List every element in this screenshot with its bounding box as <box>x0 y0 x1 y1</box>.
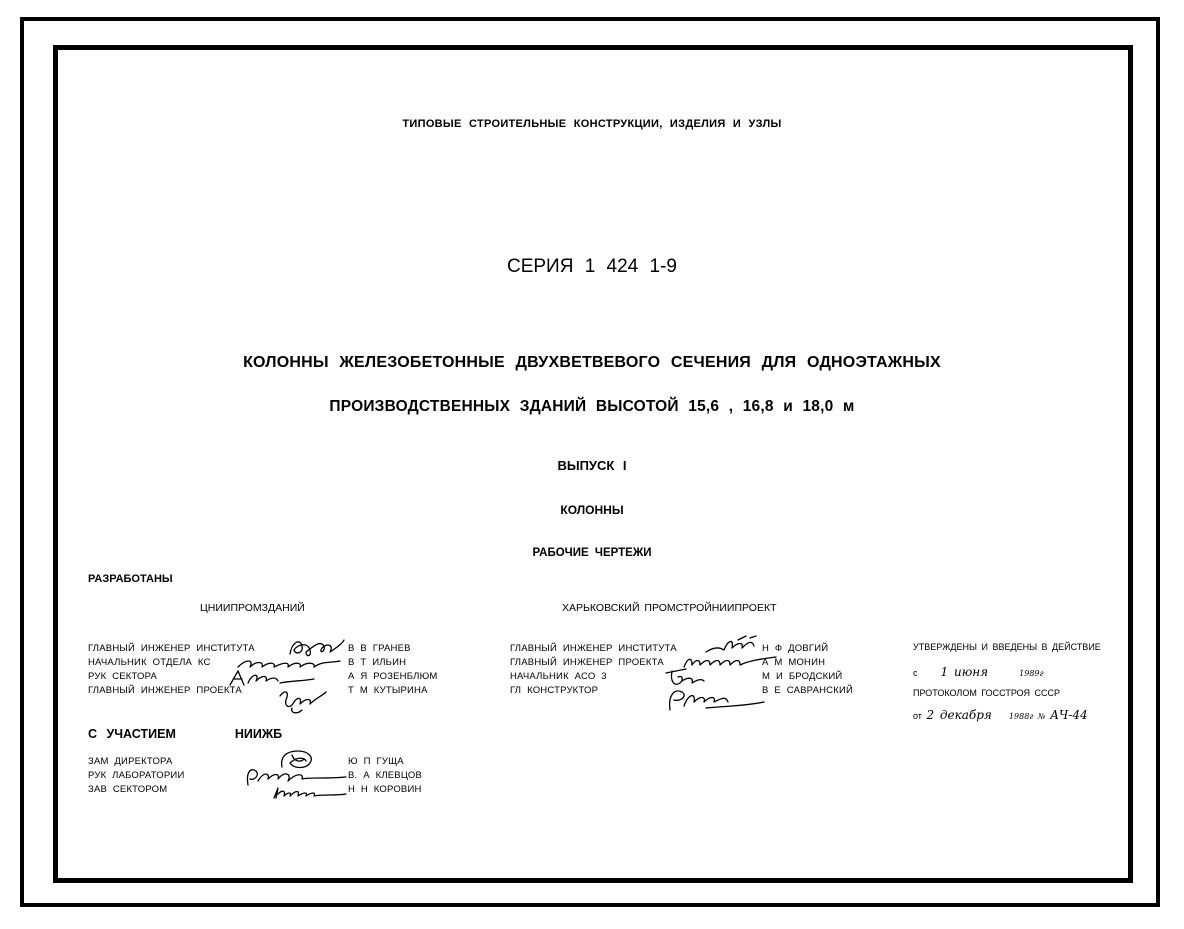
org1-person: В В ГРАНЕВ <box>348 643 411 654</box>
org2-person: Н Ф ДОВГИЙ <box>762 643 829 654</box>
participation-heading <box>88 727 282 741</box>
approval-protocol: ПРОТОКОЛОМ ГОССТРОЯ СССР <box>913 688 1060 698</box>
series-number: СЕРИЯ 1 424 1-9 <box>506 256 677 277</box>
approval-year-no: 1988г № <box>1008 712 1046 721</box>
approval-from-year: 1989г <box>1019 669 1044 678</box>
signature-rozenblyum <box>226 667 316 689</box>
participation-label: С УЧАСТИЕМ <box>88 727 176 741</box>
participation-org: НИИЖБ <box>234 727 283 741</box>
approval-number: АЧ-44 <box>1049 708 1088 722</box>
org2-role: ГЛАВНЫЙ ИНЖЕНЕР ПРОЕКТА <box>510 657 664 668</box>
title-line-1: КОЛОННЫ ЖЕЛЕЗОБЕТОННЫЕ ДВУХВЕТВЕВОГО СЕЧЕНИЯ ДЛЯ ОДНОЭТАЖНЫХ <box>243 354 941 371</box>
org2-roles <box>510 642 677 698</box>
participation-names <box>348 755 422 797</box>
signature-kutyrina <box>276 688 328 716</box>
collection-heading: ТИПОВЫЕ СТРОИТЕЛЬНЫЕ КОНСТРУКЦИИ, ИЗДЕЛИЯ И УЗЛЫ <box>402 118 782 130</box>
org2-role: ГЛАВНЫЙ ИНЖЕНЕР ИНСТИТУТА <box>510 643 677 654</box>
org1-role: РУК СЕКТОРА <box>88 671 158 682</box>
approval-from <box>913 665 1044 679</box>
approval-from-date: 1 июня <box>940 665 989 679</box>
org2-person: В Е САВРАНСКИЙ <box>762 685 854 696</box>
signature-savranskiy <box>666 684 766 716</box>
org2-name: ХАРЬКОВСКИЙ ПРОМСТРОЙНИИПРОЕКТ <box>562 602 777 614</box>
section-title: КОЛОННЫ <box>560 503 624 517</box>
org1-person: Т М КУТЫРИНА <box>348 685 428 696</box>
participation-person: В. А КЛЕВЦОВ <box>348 770 422 781</box>
participation-roles <box>88 755 184 797</box>
approval-from-prefix: с <box>913 668 918 678</box>
org2-person: А М МОНИН <box>762 657 826 668</box>
org2-role: НАЧАЛЬНИК АСО 3 <box>510 671 607 682</box>
participation-role: ЗАВ СЕКТОРОМ <box>88 784 168 795</box>
org1-person: А Я РОЗЕНБЛЮМ <box>348 671 438 682</box>
title-line-2: ПРОИЗВОДСТВЕННЫХ ЗДАНИЙ ВЫСОТОЙ 15,6 , 16,8 и 18,0 м <box>329 398 855 415</box>
org1-role: ГЛАВНЫЙ ИНЖЕНЕР ПРОЕКТА <box>88 685 242 696</box>
org1-role: ГЛАВНЫЙ ИНЖЕНЕР ИНСТИТУТА <box>88 643 255 654</box>
developed-label: РАЗРАБОТАНЫ <box>88 573 173 585</box>
participation-role: РУК ЛАБОРАТОРИИ <box>88 770 185 781</box>
approval-line: УТВЕРЖДЕНЫ И ВВЕДЕНЫ В ДЕЙСТВИЕ <box>913 642 1101 652</box>
org1-person: В Т ИЛЬИН <box>348 657 407 668</box>
approval-date-prefix: от <box>913 711 922 721</box>
drawings-label: РАБОЧИЕ ЧЕРТЕЖИ <box>532 547 652 559</box>
org1-name: ЦНИИПРОМЗДАНИЙ <box>200 602 305 614</box>
org2-person: М И БРОДСКИЙ <box>762 671 843 682</box>
org1-names <box>348 642 438 698</box>
org1-role: НАЧАЛЬНИК ОТДЕЛА КС <box>88 657 211 668</box>
signature-korovin <box>270 784 350 802</box>
signature-dovgiy <box>702 634 762 656</box>
approval-date-value: 2 декабря <box>926 708 992 722</box>
participation-role: ЗАМ ДИРЕКТОРА <box>88 756 173 767</box>
participation-person: Н Н КОРОВИН <box>348 784 422 795</box>
approval-date <box>913 708 1088 722</box>
issue-number: ВЫПУСК I <box>557 458 627 473</box>
org2-role: ГЛ КОНСТРУКТОР <box>510 685 599 696</box>
participation-person: Ю П ГУЩА <box>348 756 404 767</box>
